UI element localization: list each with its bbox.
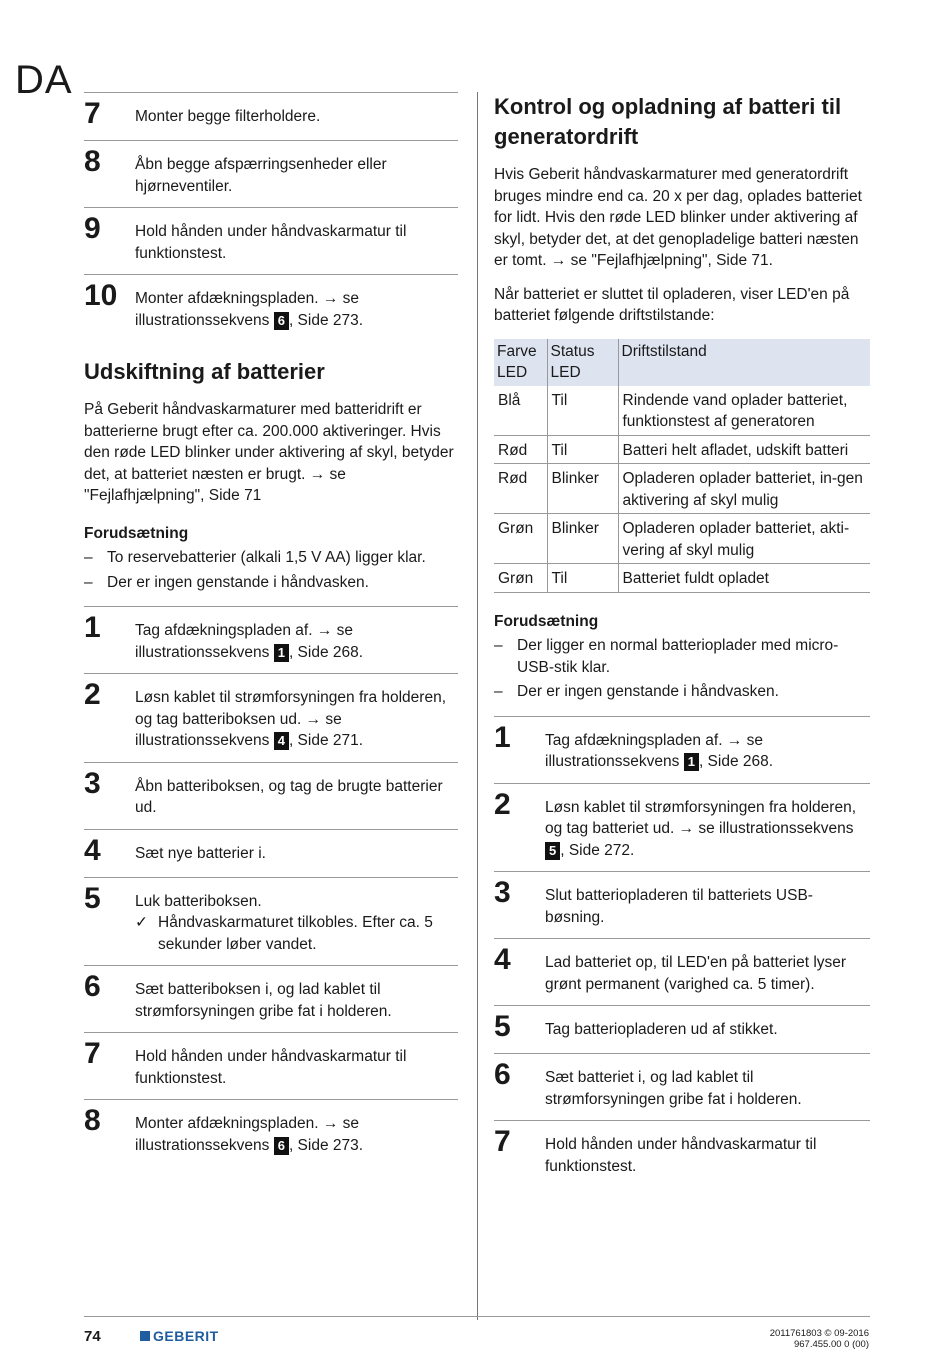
logo-square-icon [140, 1331, 150, 1341]
prerequisite-text: Der er ingen genstande i håndvasken. [517, 683, 779, 700]
step-text-after: , Side 268. [288, 643, 364, 661]
section-title-battery-charging: Kontrol og opladning af batteri til generatordrift [494, 94, 842, 149]
document-reference-line: 2011761803 © 09-2016 [769, 1328, 869, 1339]
illustration-badge: 4 [274, 732, 289, 750]
step [84, 207, 458, 274]
column-divider [477, 92, 478, 1320]
step-text: Slut batteriopladeren til batteriets USB-bøsning. [545, 887, 813, 926]
prerequisite-text: To reservebatterier (alkali 1,5 V AA) ligger klar. [107, 549, 426, 566]
step-text [545, 730, 870, 773]
left-column [84, 92, 458, 1166]
step-text-main: Tag afdækningspladen af. → se illustrationssekvens [135, 622, 353, 661]
illustration-badge: 1 [274, 644, 289, 662]
step [84, 877, 458, 966]
table-cell: Grøn [494, 564, 547, 593]
step-text: Åbn begge afspærringsenheder eller hjørneventiler. [135, 156, 387, 195]
step [494, 783, 870, 872]
battery-steps [84, 606, 458, 1166]
prerequisite-text: Der er ingen genstande i håndvasken. [107, 573, 369, 591]
illustration-badge: 6 [274, 312, 289, 330]
step-number: 5 [84, 881, 101, 915]
step-number: 3 [494, 876, 511, 909]
table-cell: Til [547, 564, 618, 593]
table-cell: Opladeren oplader batteriet, in-gen aktivering af skyl mulig [618, 464, 870, 514]
step-number: 6 [494, 1058, 511, 1091]
illustration-badge: 5 [545, 842, 560, 860]
led-status-table [494, 339, 870, 593]
step [84, 92, 458, 140]
step-text: Hold hånden under håndvaskarmatur til funktionstest. [135, 1048, 407, 1087]
geberit-logo [140, 1328, 219, 1344]
step [84, 829, 458, 877]
step [494, 938, 870, 1005]
step-text [135, 687, 458, 752]
step-number: 7 [84, 1037, 101, 1070]
step-text-main: Løsn kablet til strømforsyningen fra holderen, og tag batteriet ud. → se illustrationssekvens [545, 798, 856, 837]
table-cell: Blå [494, 386, 547, 436]
prerequisite-heading: Forudsætning [84, 524, 189, 542]
language-label: DA [15, 58, 73, 102]
intro-paragraph: Når batteriet er sluttet til opladeren, viser LED'en på batteriet følgende driftstilstande: [494, 285, 850, 324]
step-number: 4 [84, 833, 101, 867]
step-number: 6 [84, 970, 101, 1003]
checkmark-icon: ✓ [135, 914, 148, 931]
step-number: 7 [494, 1125, 511, 1158]
step-number: 2 [494, 787, 511, 821]
table-cell: Rindende vand oplader batteriet, funktionstest af generatoren [618, 386, 870, 436]
step-text-after: , Side 268. [698, 753, 774, 770]
prerequisite-item: – Der er ingen genstande i håndvasken. [494, 683, 779, 700]
step [494, 871, 870, 938]
step [84, 1032, 458, 1099]
step-number: 10 [84, 279, 118, 312]
step [84, 606, 458, 673]
table-row [494, 386, 870, 436]
table-cell: Til [547, 435, 618, 464]
step-text-after: , Side 271. [288, 732, 364, 749]
table-header-row [494, 339, 870, 386]
table-cell: Batteri helt afladet, udskift batteri [618, 435, 870, 464]
prerequisite-item: – Der ligger en normal batterioplader med micro-USB-stik klar. [494, 637, 839, 676]
step [494, 716, 870, 783]
document-reference-line: 967.455.00 0 (00) [793, 1339, 869, 1350]
illustration-badge: 1 [684, 753, 699, 771]
step-number: 4 [494, 943, 511, 976]
step [84, 965, 458, 1032]
step-text-main: Tag afdækningspladen af. → se illustrationssekvens [545, 731, 763, 770]
table-cell: Rød [494, 464, 547, 514]
right-column [494, 92, 870, 1187]
step [494, 1005, 870, 1053]
step-text: Lad batteriet op, til LED'en på batteriet lyser grønt permanent (varighed ca. 5 timer). [545, 954, 847, 993]
illustration-badge: 6 [274, 1137, 289, 1155]
table-row [494, 464, 870, 514]
step-text: Åbn batteriboksen, og tag de brugte batterier ud. [135, 777, 443, 816]
table-cell: Blinker [547, 464, 618, 514]
intro-paragraph: På Geberit håndvaskarmaturer med batteridrift er batterierne brugt efter ca. 200.000 aktiveringer. Hvis den røde LED blinker under aktivering af skyl, betyder det, at batteriet næsten er brugt. → se "Fejlafhjælpning", Side 71 [84, 401, 454, 504]
table-cell: Til [547, 386, 618, 436]
prerequisite-item: – Der er ingen genstande i håndvasken. [84, 573, 369, 591]
step-text-after: , Side 273. [288, 311, 364, 329]
footer-divider [84, 1316, 870, 1317]
step-text [135, 1113, 458, 1156]
step-number: 1 [84, 611, 101, 644]
step-text: Tag batteriopladeren ud af stikket. [545, 1021, 778, 1038]
table-row [494, 435, 870, 464]
step-text [135, 288, 458, 331]
step-text: Sæt batteriet i, og lad kablet til strømforsyningen gribe fat i holderen. [545, 1069, 802, 1108]
section-title-battery-replacement: Udskiftning af batterier [84, 359, 325, 384]
step-text-after: , Side 272. [560, 841, 635, 859]
step-number: 9 [84, 212, 101, 245]
step-text: Sæt nye batterier i. [135, 844, 266, 862]
table-cell: Grøn [494, 514, 547, 564]
logo-text: GEBERIT [153, 1328, 219, 1344]
step-number: 7 [84, 97, 101, 130]
step-text: Monter begge filterholdere. [135, 108, 321, 125]
step-text: Hold hånden under håndvaskarmatur til funktionstest. [545, 1136, 817, 1175]
page-number: 74 [84, 1328, 101, 1345]
column-header: Status LED [547, 339, 618, 386]
step-number: 1 [494, 720, 511, 754]
step [84, 1099, 458, 1166]
table-row [494, 514, 870, 564]
top-steps [84, 92, 458, 341]
step-text-main: Løsn kablet til strømforsyningen fra holderen, og tag batteriboksen ud. → se illustrationssekvens [135, 689, 446, 749]
column-header: Farve LED [494, 339, 547, 386]
prerequisite-item: – To reservebatterier (alkali 1,5 V AA) ligger klar. [84, 549, 426, 566]
table-row [494, 564, 870, 593]
step-number: 8 [84, 145, 101, 178]
table-cell: Blinker [547, 514, 618, 564]
step-text: Luk batteriboksen. [135, 892, 262, 910]
step [494, 1053, 870, 1120]
step-text: Sæt batteriboksen i, og lad kablet til strømforsyningen gribe fat i holderen. [135, 981, 392, 1020]
step-text [135, 620, 458, 663]
step [84, 673, 458, 762]
step-text: Hold hånden under håndvaskarmatur til funktionstest. [135, 223, 407, 262]
step [84, 274, 458, 341]
prerequisite-heading: Forudsætning [494, 612, 599, 630]
step-number: 3 [84, 766, 101, 800]
step-text-main: Monter afdækningspladen. → se illustrationssekvens [135, 1115, 360, 1154]
step [84, 762, 458, 829]
column-header: Driftstilstand [618, 339, 870, 386]
step-result [135, 912, 458, 955]
step-text-main: Monter afdækningspladen. → se illustrationssekvens [135, 290, 360, 329]
step [84, 140, 458, 207]
step [494, 1120, 870, 1187]
step-number: 8 [84, 1104, 101, 1137]
step-number: 5 [494, 1010, 511, 1043]
step-text-after: , Side 273. [288, 1136, 364, 1154]
table-cell: Opladeren oplader batteriet, akti-vering af skyl mulig [618, 514, 870, 564]
charging-steps [494, 716, 870, 1188]
intro-paragraph: Hvis Geberit håndvaskarmaturer med generatordrift bruges mindre end ca. 20 x per dag, oplades batteriet for lidt. Hvis den røde LED blinker under aktivering af skyl, betyder det, at det genopladelige batteri næsten er tomt. → se "Fejlafhjælpning", Side 71. [494, 166, 862, 269]
table-cell: Rød [494, 435, 547, 464]
document-reference [770, 1328, 869, 1350]
step-number: 2 [84, 678, 101, 711]
step-text [545, 797, 870, 862]
table-cell: Batteriet fuldt opladet [618, 564, 870, 593]
result-text: Håndvaskarmaturet tilkobles. Efter ca. 5 sekunder løber vandet. [158, 914, 433, 953]
prerequisite-text: Der ligger en normal batterioplader med micro-USB-stik klar. [517, 637, 839, 676]
